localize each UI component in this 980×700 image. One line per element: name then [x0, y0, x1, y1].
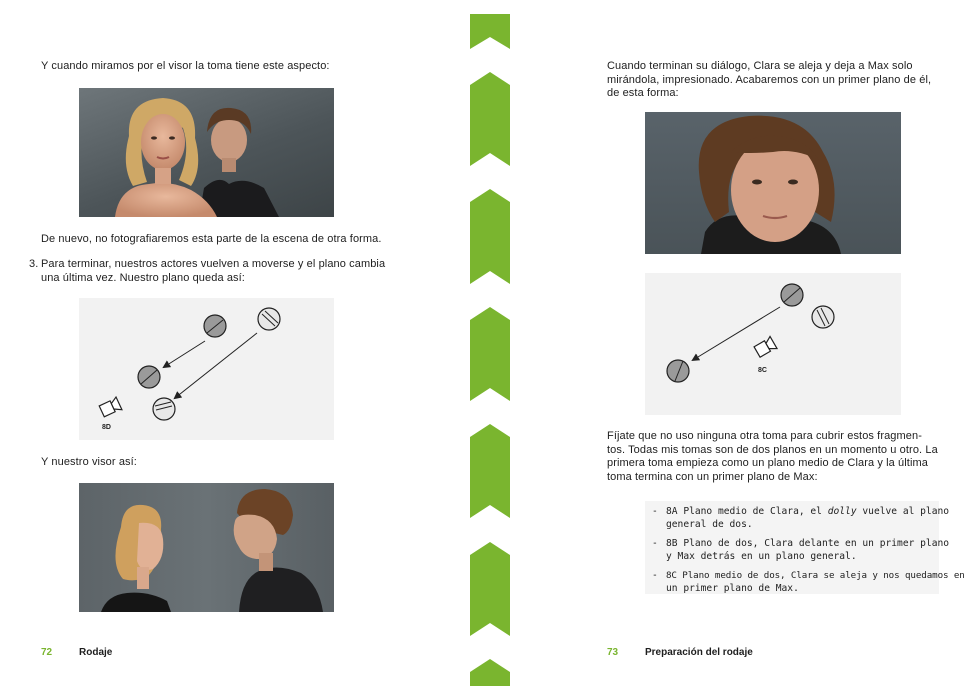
right-intro-text [607, 60, 932, 101]
chevron-shape [470, 307, 510, 401]
actor-marker [667, 360, 689, 382]
diagram-shot-label: 8C [758, 367, 767, 374]
list-dash: - [652, 506, 658, 517]
shot-text: 8A Plano medio de Clara, el [666, 506, 828, 517]
actor-marker [812, 306, 834, 328]
shot-text: vuelve al plano [856, 506, 950, 517]
list-dash: - [652, 538, 658, 549]
left-paragraph-after-photo: De nuevo, no fotografiaremos esta parte de la escena de otra forma. [41, 233, 382, 245]
text-line: Fíjate que no uso ninguna otra toma para cubrir estos fragmen- [607, 430, 922, 442]
shot-text: 8C Plano medio de dos, Clara se aleja y nos quedamos en [666, 570, 965, 581]
shot-text: y Max detrás en un plano general. [666, 550, 857, 562]
chevron-shape [470, 659, 510, 686]
text-line: tos. Todas mis tomas son de dos planos en un momento u otro. La [607, 443, 938, 456]
list-item-line: Para terminar, nuestros actores vuelven a moverse y el plano cambia [41, 258, 386, 270]
chevron-shape [470, 542, 510, 636]
camera-icon [99, 397, 122, 418]
chevron-shape [470, 424, 510, 518]
shot-list-box [645, 501, 965, 594]
chevron-shape [470, 14, 510, 49]
diagram-shot-label: 8D [102, 424, 111, 431]
right-paragraph [607, 430, 938, 484]
actor-marker [258, 308, 280, 330]
right-section-title: Preparación del rodaje [645, 647, 753, 658]
actor-marker [138, 366, 160, 388]
actor-marker [781, 284, 803, 306]
shot-list-item [652, 538, 950, 563]
left-page-number: 72 [41, 647, 53, 658]
list-item-line: una última vez. Nuestro plano queda así: [41, 271, 245, 284]
left-visor-text: Y nuestro visor así: [41, 456, 137, 468]
blocking-diagram-8d [79, 298, 334, 440]
text-line: de esta forma: [607, 87, 679, 99]
chevron-shape [470, 189, 510, 284]
text-line: primera toma empieza como un plano medio de Clara y la última [607, 457, 928, 469]
photo-two-shot-frontal [79, 88, 334, 217]
blocking-diagram-8c [645, 273, 901, 415]
actor-marker [153, 398, 175, 420]
shot-list-item [652, 570, 965, 595]
numbered-list-item [29, 258, 386, 285]
list-dash: - [652, 570, 658, 581]
shot-text: general de dos. [666, 518, 753, 530]
text-line: toma termina con un primer plano de Max: [607, 470, 818, 483]
shot-text: un primer plano de Max. [666, 582, 799, 594]
chevron-strip [468, 0, 512, 700]
shot-list-item [652, 506, 950, 531]
shot-text: 8B Plano de dos, Clara delante en un primer plano [666, 538, 950, 549]
photo-two-shot-profile [79, 483, 334, 612]
movement-arrow [175, 333, 257, 398]
left-section-title: Rodaje [79, 647, 113, 658]
left-intro-text: Y cuando miramos por el visor la toma tiene este aspecto: [41, 60, 330, 72]
camera-icon [754, 336, 777, 358]
right-page-number: 73 [607, 647, 619, 658]
list-item-number: 3. [29, 258, 39, 270]
actor-marker [204, 315, 226, 337]
chevron-shape [470, 72, 510, 166]
movement-arrow [164, 341, 205, 367]
text-line: Cuando terminan su diálogo, Clara se aleja y deja a Max solo [607, 60, 913, 72]
photo-close-up-max [645, 112, 901, 254]
shot-text-emphasis: dolly [827, 506, 857, 517]
text-line: mirándola, impresionado. Acabaremos con un primer plano de él, [607, 73, 932, 86]
